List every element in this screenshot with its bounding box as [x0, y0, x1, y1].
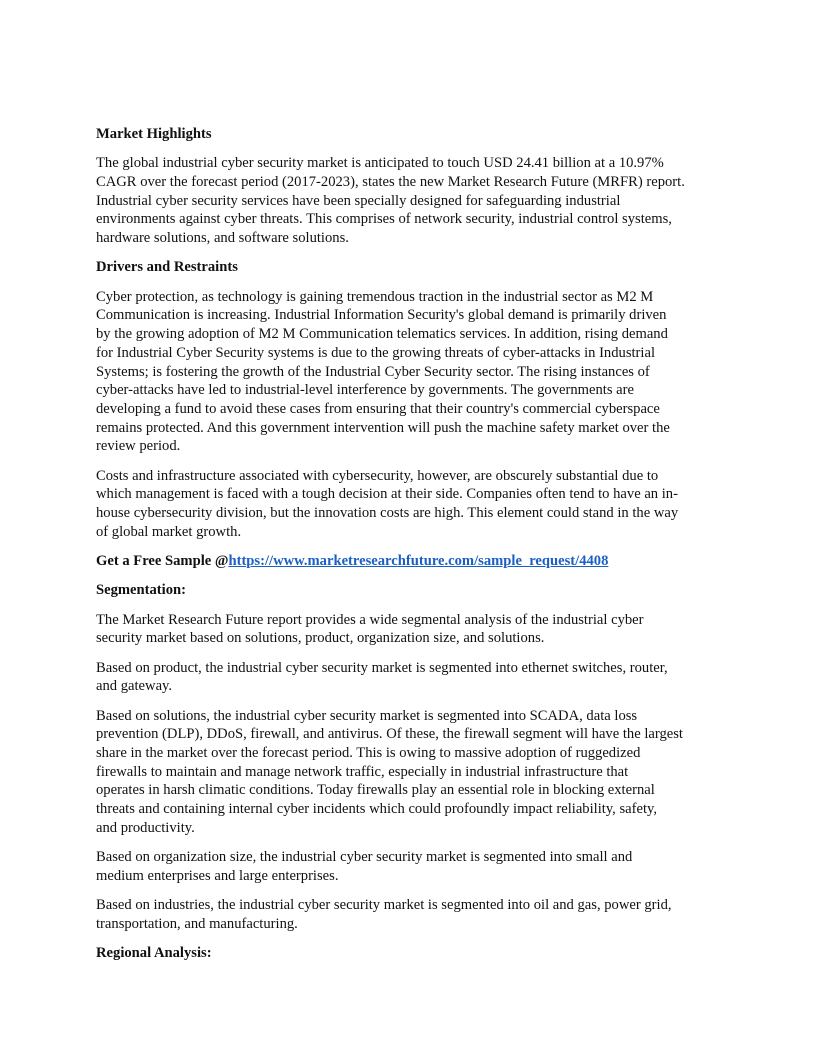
- free-sample-label: Get a Free Sample @: [96, 553, 229, 570]
- section-heading: [96, 581, 736, 600]
- paragraph: [96, 896, 736, 933]
- heading-text: Drivers and Restraints: [96, 259, 238, 276]
- paragraph-line: review period.: [96, 438, 181, 455]
- paragraph-line: for Industrial Cyber Security systems is due to the growing threats of cyber-attacks in Industrial: [96, 344, 656, 361]
- paragraph-line: of global market growth.: [96, 523, 242, 540]
- paragraph-line: Based on solutions, the industrial cyber security market is segmented into SCADA, data loss: [96, 707, 638, 724]
- paragraph-line: Based on organization size, the industrial cyber security market is segmented into small and: [96, 849, 633, 866]
- paragraph-line: operates in harsh climatic conditions. Today firewalls play an essential role in blocking external: [96, 782, 655, 799]
- section-heading: [96, 125, 736, 144]
- heading-text: Market Highlights: [96, 126, 212, 142]
- paragraph-line: by the growing adoption of M2 M Communication telematics services. In addition, rising demand: [96, 326, 668, 343]
- paragraph-line: remains protected. And this government intervention will push the machine safety market over the: [96, 419, 670, 436]
- paragraph-line: firewalls to maintain and manage network traffic, especially in industrial infrastructure that: [96, 763, 629, 780]
- paragraph-line: Costs and infrastructure associated with cybersecurity, however, are obscurely substantial due to: [96, 467, 659, 484]
- paragraph: [96, 659, 736, 696]
- paragraph: [96, 707, 736, 838]
- paragraph-line: transportation, and manufacturing.: [96, 915, 298, 932]
- paragraph-line: Communication is increasing. Industrial Information Security's global demand is primarily driven: [96, 307, 667, 324]
- paragraph-line: developing a fund to avoid these cases from ensuring that their country's commercial cyberspace: [96, 400, 660, 417]
- paragraph: [96, 611, 736, 648]
- paragraph-line: threats and containing internal cyber incidents which could profoundly impact reliability, safety,: [96, 801, 658, 818]
- paragraph-line: hardware solutions, and software solutions.: [96, 230, 349, 247]
- paragraph-line: which management is faced with a tough decision at their side. Companies often tend to have an in-: [96, 486, 678, 503]
- heading-text: Segmentation:: [96, 582, 186, 599]
- section-heading: [96, 944, 736, 963]
- paragraph: [96, 848, 736, 885]
- free-sample-line: [96, 552, 736, 571]
- paragraph-line: medium enterprises and large enterprises.: [96, 867, 339, 884]
- paragraph-line: Systems; is fostering the growth of the Industrial Cyber Security sector. The rising instances of: [96, 363, 650, 380]
- paragraph-line: CAGR over the forecast period (2017-2023), states the new Market Research Future (MRFR) report.: [96, 174, 685, 190]
- paragraph-line: The global industrial cyber security market is anticipated to touch USD 24.41 billion at a 10.97%: [96, 155, 664, 172]
- paragraph: [96, 154, 736, 248]
- sample-request-link[interactable]: https://www.marketresearchfuture.com/sample_request/4408: [228, 553, 609, 570]
- heading-text: Regional Analysis:: [96, 945, 212, 962]
- paragraph-line: environments against cyber threats. This comprises of network security, industrial control systems,: [96, 211, 672, 228]
- paragraph-line: prevention (DLP), DDoS, firewall, and antivirus. Of these, the firewall segment will have the largest: [96, 726, 683, 743]
- paragraph-line: Industrial cyber security services have been specially designed for safeguarding industrial: [96, 192, 621, 209]
- paragraph-line: and productivity.: [96, 819, 195, 836]
- paragraph-line: security market based on solutions, product, organization size, and solutions.: [96, 630, 545, 647]
- paragraph-line: cyber-attacks have led to industrial-level interference by governments. The governments are: [96, 382, 634, 399]
- paragraph: [96, 467, 736, 542]
- section-heading: [96, 258, 736, 277]
- paragraph-line: Based on industries, the industrial cyber security market is segmented into oil and gas, power grid,: [96, 897, 672, 914]
- paragraph: [96, 288, 736, 456]
- paragraph-line: Cyber protection, as technology is gaining tremendous traction in the industrial sector as M2 M: [96, 288, 654, 305]
- paragraph-line: house cybersecurity division, but the innovation costs are high. This element could stand in the way: [96, 505, 679, 522]
- paragraph-line: share in the market over the forecast period. This is owing to massive adoption of ruggedized: [96, 745, 641, 762]
- paragraph-line: Based on product, the industrial cyber security market is segmented into ethernet switches, router,: [96, 659, 668, 676]
- paragraph-line: The Market Research Future report provides a wide segmental analysis of the industrial cyber: [96, 611, 644, 628]
- paragraph-line: and gateway.: [96, 678, 173, 695]
- document-page: [96, 125, 736, 973]
